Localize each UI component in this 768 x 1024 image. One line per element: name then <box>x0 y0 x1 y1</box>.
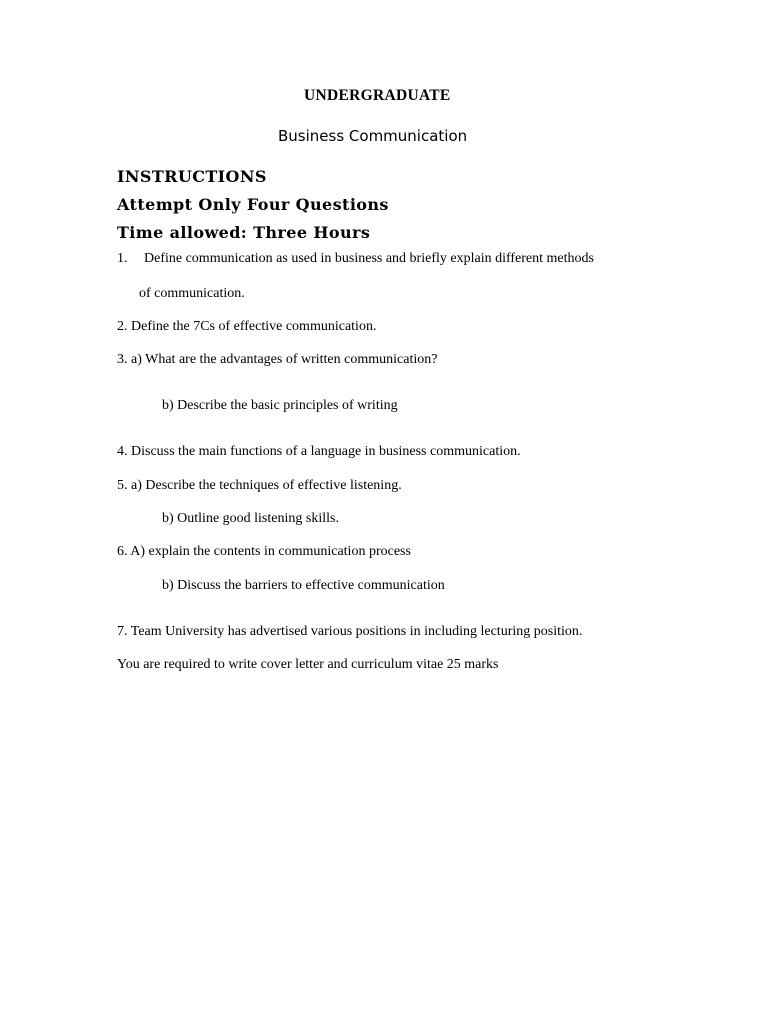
question-5b: b) Outline good listening skills. <box>162 511 339 526</box>
question-3b: b) Describe the basic principles of writing <box>162 398 398 413</box>
question-3a: 3. a) What are the advantages of written communication? <box>117 352 438 367</box>
question-7-line-1: 7. Team University has advertised various positions in including lecturing position. <box>117 624 583 639</box>
question-6b: b) Discuss the barriers to effective communication <box>162 578 445 593</box>
question-7-line-2: You are required to write cover letter and curriculum vitae 25 marks <box>117 657 499 672</box>
question-6a: 6. A) explain the contents in communication process <box>117 544 411 559</box>
instructions-heading: INSTRUCTIONS <box>117 167 267 186</box>
question-5a: 5. a) Describe the techniques of effective listening. <box>117 478 402 493</box>
time-instruction: Time allowed: Three Hours <box>117 223 371 242</box>
question-2: 2. Define the 7Cs of effective communication. <box>117 319 377 334</box>
question-1-number: 1. <box>117 251 128 266</box>
question-4: 4. Discuss the main functions of a language in business communication. <box>117 444 521 459</box>
question-1-line-1: Define communication as used in business and briefly explain different methods <box>144 251 594 266</box>
document-subtitle: Business Communication <box>278 127 468 145</box>
question-1-line-2: of communication. <box>139 286 245 301</box>
attempt-instruction: Attempt Only Four Questions <box>117 195 389 214</box>
document-title: UNDERGRADUATE <box>304 87 451 104</box>
